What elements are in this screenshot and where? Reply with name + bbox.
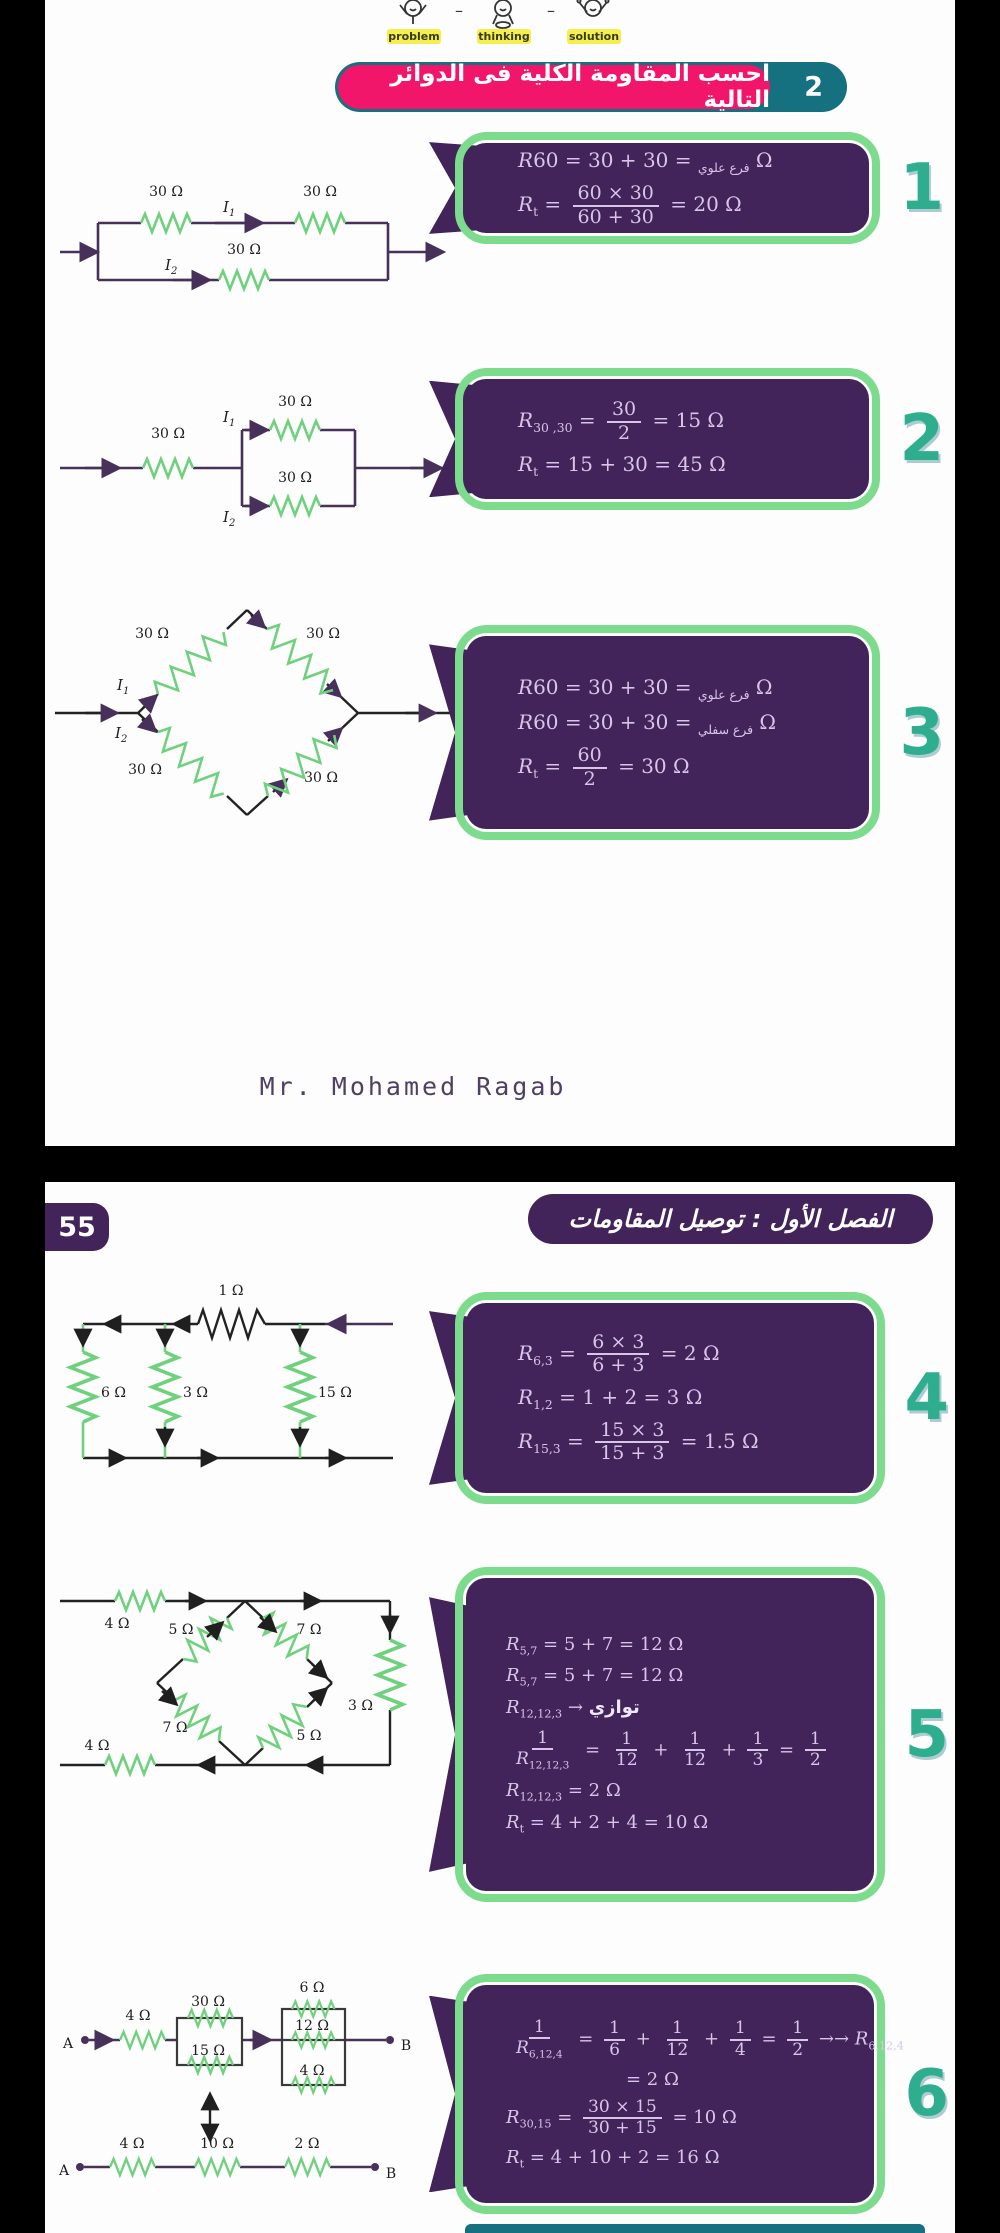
resistor-label: 30 Ω xyxy=(135,626,169,642)
resistor-label: 12 Ω xyxy=(295,2018,329,2034)
resistor-label: 30 Ω xyxy=(303,184,337,200)
node-b2-dot xyxy=(371,2163,379,2171)
resistor-label: 30 Ω xyxy=(306,626,340,642)
resistor-label: 30 Ω xyxy=(151,426,185,442)
resistor-label: 15 Ω xyxy=(191,2043,225,2059)
thinking-figure-icon xyxy=(493,0,513,28)
worksheet-page-1 xyxy=(45,0,955,1146)
solution-figure-icon xyxy=(577,0,608,16)
solution-math: $R_{30 ,30}$ = $\frac{30}{2}$ = 15 Ω $R_t = 15 + 30 = 45$ Ω xyxy=(466,379,869,499)
resistor-label: 7 Ω xyxy=(296,1622,322,1638)
current-label-i2: $I_2$ xyxy=(223,508,236,529)
question-title: احسب المقاومة الكلية فى الدوائر التالية xyxy=(390,61,770,113)
resistor-label: 30 Ω xyxy=(278,394,312,410)
resistor-label: 30 Ω xyxy=(227,242,261,258)
resistor-label: 4 Ω xyxy=(84,1738,110,1754)
question-number: 2 xyxy=(804,71,823,103)
circuit-1-diagram xyxy=(55,120,450,305)
resistor-label: 4 Ω xyxy=(299,2063,325,2079)
solution-box-3 xyxy=(455,625,944,840)
node-b-dot xyxy=(386,2036,394,2044)
current-label-i2: $I_2$ xyxy=(115,724,128,745)
resistor-label: 3 Ω xyxy=(348,1698,373,1714)
resistor-label: 6 Ω xyxy=(101,1385,126,1401)
resistor-label: 30 Ω xyxy=(304,770,338,786)
resistor-label: 5 Ω xyxy=(168,1622,194,1638)
solution-box-6 xyxy=(455,1974,949,2214)
current-label-i1: $I_1$ xyxy=(117,676,130,697)
doodle-illustration xyxy=(385,0,625,52)
question-banner xyxy=(335,62,847,112)
circuit-6-diagram xyxy=(50,1960,465,2225)
terminal-label-b: B xyxy=(385,2166,397,2182)
chapter-title: الفصل الأول : توصيل المقاومات xyxy=(568,1205,893,1233)
doodle-label-solution: solution xyxy=(568,30,620,43)
solution-box-5 xyxy=(455,1567,949,1902)
solution-math: R $_{فرع علوي}$ = 30 + 30 = 60 Ω R $_{فرع سفلي}$ = 30 + 30 = 60 Ω $R_t$ = $\frac{60}{2}$ = 30 Ω xyxy=(466,636,869,829)
green-bracket xyxy=(455,132,880,244)
green-bracket xyxy=(455,1567,885,1902)
solution-box-1 xyxy=(455,132,944,244)
resistor-label: 7 Ω xyxy=(162,1720,188,1736)
chapter-banner xyxy=(528,1194,933,1244)
terminal-label-a: A xyxy=(58,2163,70,2179)
dash-icon: – xyxy=(547,1,555,20)
resistor-label: 4 Ω xyxy=(125,2008,151,2024)
current-label-i1: $I_1$ xyxy=(223,408,236,429)
solution-box-2 xyxy=(455,368,944,510)
solution-math: R $_{فرع علوي}$ = 30 + 30 = 60 Ω $R_t$ = $\frac{60 \times 30}{60 + 30}$ = 20 Ω xyxy=(466,143,869,233)
dash-icon: – xyxy=(455,1,463,20)
resistor-label: 10 Ω xyxy=(200,2136,234,2152)
node-a-dot xyxy=(81,2036,89,2044)
resistor-label: 30 Ω xyxy=(191,1994,225,2010)
green-bracket xyxy=(455,625,880,840)
solution-box-4 xyxy=(455,1292,949,1504)
solution-math: $\frac{1}{R_{6,12,4}}$ = $\frac{1}{6}$ + $\frac{1}{12}$ + $\frac{1}{4}$ = $\frac{1}{2}$ →→ $R_{6,12,4}$ = 2 Ω $R_{30,15}$ = $\frac{30 \times 15}{30 + 15}$ = 10 Ω $R_t = 4 + 10 + 2 = 16$ Ω xyxy=(466,1985,874,2203)
resistor-label: 30 Ω xyxy=(278,470,312,486)
current-label-i1: $I_1$ xyxy=(223,198,236,219)
green-bracket xyxy=(455,368,880,510)
circuit-5-diagram xyxy=(55,1580,455,1800)
green-bracket xyxy=(455,1292,885,1504)
resistor-label: 4 Ω xyxy=(119,2136,145,2152)
doodle-label-thinking: thinking xyxy=(478,30,530,43)
green-bracket xyxy=(455,1974,904,2214)
problem-figure-icon xyxy=(400,0,426,24)
problem-number: 4 xyxy=(904,1361,949,1435)
doodle-label-problem: problem xyxy=(388,30,440,43)
worksheet-page-2 xyxy=(45,1182,955,2233)
terminal-label-a: A xyxy=(62,2036,74,2052)
resistor-label: 6 Ω xyxy=(299,1980,325,1996)
solution-math: $R_{6,3}$ = $\frac{6 \times 3}{6 + 3}$ = 2 Ω $R_{1,2} = 1 + 2 = 3$ Ω $R_{15,3}$ = $\frac{15 \times 3}{15 + 3}$ = 1.5 Ω xyxy=(466,1303,874,1493)
resistor-label: 4 Ω xyxy=(104,1616,130,1632)
question-title-pill xyxy=(338,61,770,113)
resistor-label: 2 Ω xyxy=(294,2136,320,2152)
circuit-2-diagram xyxy=(55,382,455,562)
resistor-label: 3 Ω xyxy=(183,1385,208,1401)
page-number-badge: 55 xyxy=(45,1203,109,1251)
resistor-label: 15 Ω xyxy=(318,1385,352,1401)
next-banner-edge xyxy=(465,2224,925,2233)
solution-math: $R_{5,7} = 5 + 7 = 12$ Ω $R_{5,7} = 5 + 7 = 12$ Ω $R_{12,12,3}$ → توازي $\frac{1}{R_{12,12,3}}$ = $\frac{1}{12}$ + $\frac{1}{12}$ + $\frac{1}{3}$ = $\frac{1}{2}$ $R_{12,12,3} = 2$ Ω $R_t = 4 + 2 + 4 = 10$ Ω xyxy=(466,1578,874,1891)
resistor-label: 30 Ω xyxy=(149,184,183,200)
resistor-label: 30 Ω xyxy=(128,762,162,778)
terminal-label-b: B xyxy=(400,2038,412,2054)
resistor-label: 1 Ω xyxy=(218,1283,244,1299)
node-a2-dot xyxy=(76,2163,84,2171)
teacher-name: Mr. Mohamed Ragab xyxy=(259,1072,567,1101)
current-label-i2: $I_2$ xyxy=(165,256,178,277)
problem-number: 3 xyxy=(899,695,944,770)
circuit-3-diagram xyxy=(55,580,455,845)
page-divider xyxy=(0,1146,1000,1182)
problem-number: 1 xyxy=(899,151,944,225)
problem-number: 2 xyxy=(899,402,944,476)
resistor-label: 5 Ω xyxy=(296,1728,322,1744)
problem-number: 5 xyxy=(904,1697,949,1772)
problem-number: 6 xyxy=(904,2057,949,2131)
circuit-4-diagram xyxy=(57,1277,457,1492)
